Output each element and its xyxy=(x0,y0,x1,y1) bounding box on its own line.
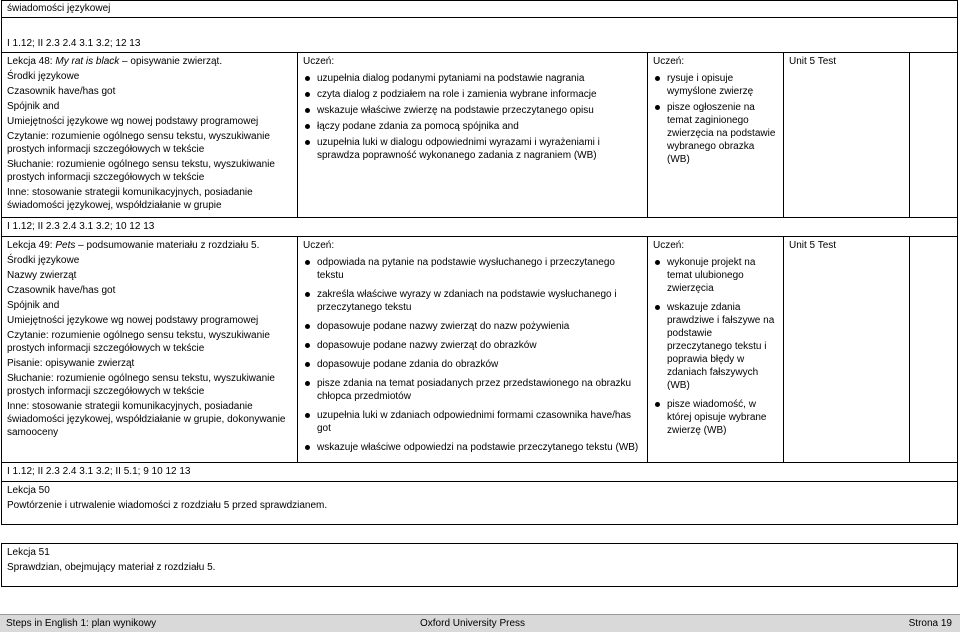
list-item: dopasowuje podane nazwy zwierząt do nazw pożywienia xyxy=(317,320,642,333)
other-skill xyxy=(7,400,292,439)
footer-page-number: Strona 19 xyxy=(908,618,952,629)
codes-row-3 xyxy=(2,463,958,482)
other-label: Inne: xyxy=(7,401,30,412)
skills-heading: Umiejętności językowe wg nowej podstawy programowej xyxy=(7,315,259,326)
codes-cell-1 xyxy=(2,18,958,53)
lesson-49-subtitle: – podsumowanie materiału z rozdziału 5. xyxy=(75,240,260,251)
lesson-49-basic-outcomes xyxy=(298,237,648,463)
lesson-50-row xyxy=(2,482,958,525)
lesson-50-cell xyxy=(2,482,958,525)
lesson-49-empty xyxy=(910,237,958,463)
list-item: pisze wiadomość, w której opisuje wybrane zwierzę (WB) xyxy=(667,398,778,437)
lesson-48-assessment xyxy=(784,53,910,218)
listening-skill xyxy=(7,158,292,184)
other-label: Inne: xyxy=(7,187,30,198)
listening-label: Słuchanie: xyxy=(7,373,54,384)
listening-text: rozumienie ogólnego sensu tekstu, wyszukiwanie prostych informacji szczegółowych w tekście xyxy=(7,159,275,183)
lesson-48-basic-outcomes xyxy=(298,53,648,218)
lesson-plan-table xyxy=(1,0,958,587)
footer-publisher: Oxford University Press xyxy=(420,618,526,629)
list-item: wskazuje właściwe zwierzę na podstawie przeczytanego opisu xyxy=(317,104,642,117)
list-item: czyta dialog z podziałem na role i zamienia wybrane informacje xyxy=(317,88,642,101)
lesson-49-title: Pets xyxy=(55,240,76,251)
lesson-51-cell xyxy=(2,544,958,587)
basic-outcomes-list xyxy=(303,256,642,454)
other-skill xyxy=(7,186,292,212)
continuation-text: świadomości językowej xyxy=(7,3,111,14)
lesson-48-content xyxy=(2,53,298,218)
vocab-item: Nazwy zwierząt xyxy=(7,270,77,281)
listening-label: Słuchanie: xyxy=(7,159,54,170)
list-item: pisze zdania na temat posiadanych przez przedstawionego na obrazku chłopca przedmiotów xyxy=(317,377,642,403)
codes-cell-3 xyxy=(2,463,958,482)
writing-text: opisywanie zwierząt xyxy=(42,358,135,369)
student-label: Uczeń: xyxy=(303,240,335,251)
list-item: uzupełnia luki w dialogu odpowiednimi wyrazami i wyrażeniami i sprawdza poprawność wykonanego zadania z nagraniem (WB) xyxy=(317,136,642,162)
lesson-48-title: My rat is black xyxy=(55,56,120,67)
reading-label: Czytanie: xyxy=(7,131,49,142)
lesson-51-row xyxy=(2,544,958,587)
reading-text: rozumienie ogólnego sensu tekstu, wyszukiwanie prostych informacji szczegółowych w tekście xyxy=(7,330,270,354)
lesson-48-label: Lekcja 48: xyxy=(7,56,53,67)
lesson-49-content xyxy=(2,237,298,463)
writing-skill xyxy=(7,357,292,370)
codes-cell-2 xyxy=(2,218,958,237)
basic-outcomes-list xyxy=(303,72,642,162)
student-label: Uczeń: xyxy=(653,56,685,67)
student-label: Uczeń: xyxy=(653,240,685,251)
list-item: wykonuje projekt na temat ulubionego zwierzęcia xyxy=(667,256,778,295)
curriculum-codes: I 1.12; II 2.3 2.4 3.1 3.2; II 5.1; 9 10 12 13 xyxy=(7,466,191,477)
list-item: dopasowuje podane nazwy zwierząt do obrazków xyxy=(317,339,642,352)
codes-row-2 xyxy=(2,218,958,237)
footer-title: Steps in English 1: plan wynikowy xyxy=(6,618,157,629)
srodki-heading: Środki językowe xyxy=(7,255,80,266)
lesson-49-row xyxy=(2,237,958,463)
list-item: uzupełnia dialog podanymi pytaniami na podstawie nagrania xyxy=(317,72,642,85)
list-item: wskazuje zdania prawdziwe i fałszywe na podstawie przeczytanego tekstu i poprawia błędy w zdaniach fałszywych (WB) xyxy=(667,301,778,392)
unit-test-label: Unit 5 Test xyxy=(789,56,837,67)
lesson-50-text: Powtórzenie i utrwalenie wiadomości z rozdziału 5 przed sprawdzianem. xyxy=(7,500,328,511)
list-item: odpowiada na pytanie na podstawie wysłuchanego i przeczytanego tekstu xyxy=(317,256,642,282)
curriculum-codes: I 1.12; II 2.3 2.4 3.1 3.2; 10 12 13 xyxy=(7,221,155,232)
extended-outcomes-list xyxy=(653,72,778,166)
spacer-row xyxy=(2,525,958,544)
other-text: stosowanie strategii komunikacyjnych, posiadanie świadomości językowej, współdziałanie w grupie, dokonywanie samooceny xyxy=(7,401,286,438)
listening-skill xyxy=(7,372,292,398)
skills-heading: Umiejętności językowe wg nowej podstawy programowej xyxy=(7,116,259,127)
lesson-50-title: Lekcja 50 xyxy=(7,485,50,496)
lesson-49-extended-outcomes xyxy=(648,237,784,463)
grammar-item: Czasownik have/has got xyxy=(7,86,116,97)
spacer-cell xyxy=(2,525,958,544)
unit-test-label: Unit 5 Test xyxy=(789,240,837,251)
continuation-cell xyxy=(2,1,958,18)
reading-skill xyxy=(7,130,292,156)
reading-label: Czytanie: xyxy=(7,330,49,341)
top-continuation-row xyxy=(2,1,958,18)
curriculum-codes: I 1.12; II 2.3 2.4 3.1 3.2; 12 13 xyxy=(7,38,141,49)
lesson-48-extended-outcomes xyxy=(648,53,784,218)
srodki-heading: Środki językowe xyxy=(7,71,80,82)
list-item: uzupełnia luki w zdaniach odpowiednimi formami czasownika have/has got xyxy=(317,409,642,435)
reading-skill xyxy=(7,329,292,355)
grammar-item: Spójnik and xyxy=(7,101,60,112)
other-text: stosowanie strategii komunikacyjnych, posiadanie świadomości językowej, współdziałanie w grupie xyxy=(7,187,253,211)
grammar-item: Spójnik and xyxy=(7,300,60,311)
lesson-51-text: Sprawdzian, obejmujący materiał z rozdziału 5. xyxy=(7,562,216,573)
lesson-49-label: Lekcja 49: xyxy=(7,240,53,251)
writing-label: Pisanie: xyxy=(7,358,43,369)
extended-outcomes-list xyxy=(653,256,778,437)
list-item: wskazuje właściwe odpowiedzi na podstawie przeczytanego tekstu (WB) xyxy=(317,441,642,454)
list-item: pisze ogłoszenie na temat zaginionego zwierzęcia na podstawie wybranego obrazka (WB) xyxy=(667,101,778,166)
lesson-48-row xyxy=(2,53,958,218)
codes-row-1 xyxy=(2,18,958,53)
list-item: dopasowuje podane zdania do obrazków xyxy=(317,358,642,371)
lesson-48-empty xyxy=(910,53,958,218)
reading-text: rozumienie ogólnego sensu tekstu, wyszukiwanie prostych informacji szczegółowych w tekście xyxy=(7,131,270,155)
grammar-item: Czasownik have/has got xyxy=(7,285,116,296)
list-item: łączy podane zdania za pomocą spójnika and xyxy=(317,120,642,133)
lesson-48-subtitle: – opisywanie zwierząt. xyxy=(119,56,223,67)
page-footer xyxy=(0,614,960,632)
lesson-51-title: Lekcja 51 xyxy=(7,547,50,558)
list-item: zakreśla właściwe wyrazy w zdaniach na podstawie wysłuchanego i przeczytanego tekstu xyxy=(317,288,642,314)
student-label: Uczeń: xyxy=(303,56,335,67)
lesson-49-assessment xyxy=(784,237,910,463)
listening-text: rozumienie ogólnego sensu tekstu, wyszukiwanie prostych informacji szczegółowych w tekście xyxy=(7,373,275,397)
list-item: rysuje i opisuje wymyślone zwierzę xyxy=(667,72,778,98)
